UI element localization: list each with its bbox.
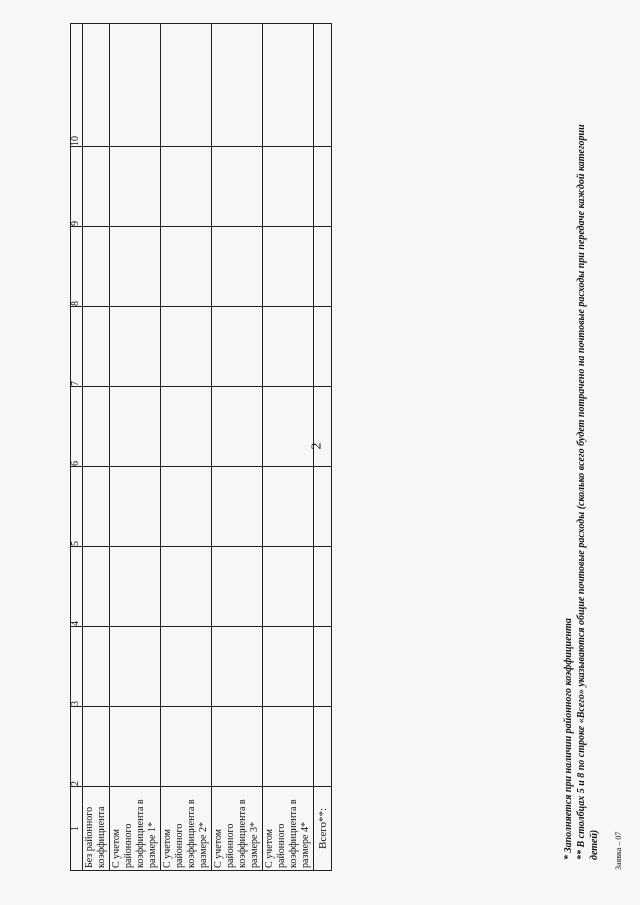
row-label: С учетом районного коэффициента в размере 3*: [212, 787, 263, 871]
footnote-2-continued: детей): [589, 829, 600, 860]
table-row: [263, 24, 314, 871]
data-table: [70, 23, 332, 871]
column-header: 5: [71, 467, 83, 547]
table-row-total: [314, 24, 332, 871]
column-header: 1: [71, 787, 83, 871]
row-label: С учетом районного коэффициента в размере 2*: [161, 787, 212, 871]
column-header: 6: [71, 387, 83, 467]
column-header: 3: [71, 627, 83, 707]
column-header: 7: [71, 307, 83, 387]
table-row: [83, 24, 110, 871]
column-header: 4: [71, 547, 83, 627]
header-row: [71, 24, 83, 871]
column-header: 2: [71, 707, 83, 787]
footnote-1: * Заполняется при наличии районного коэффициента: [563, 618, 574, 860]
column-header: 10: [71, 24, 83, 147]
row-label-total: Всего**:: [314, 787, 332, 871]
footnote-2: ** В столбцах 5 и 8 по строке «Всего» указываются общие почтовые расходы (сколько всего будет потрачено на почтовые расходы при передаче каждой категории: [576, 124, 587, 860]
row-label: С учетом районного коэффициента в размере 1*: [110, 787, 161, 871]
table-row: [161, 24, 212, 871]
row-label: Без районного коэффициента: [83, 787, 110, 871]
page-number: 2: [309, 442, 325, 450]
data-table-wrapper: [70, 24, 332, 871]
table-row: [212, 24, 263, 871]
table-row: [110, 24, 161, 871]
column-header: 9: [71, 147, 83, 227]
row-label: С учетом районного коэффициента в размере 4*: [263, 787, 314, 871]
column-header: 8: [71, 227, 83, 307]
form-code: Заявка – 07: [614, 831, 623, 870]
